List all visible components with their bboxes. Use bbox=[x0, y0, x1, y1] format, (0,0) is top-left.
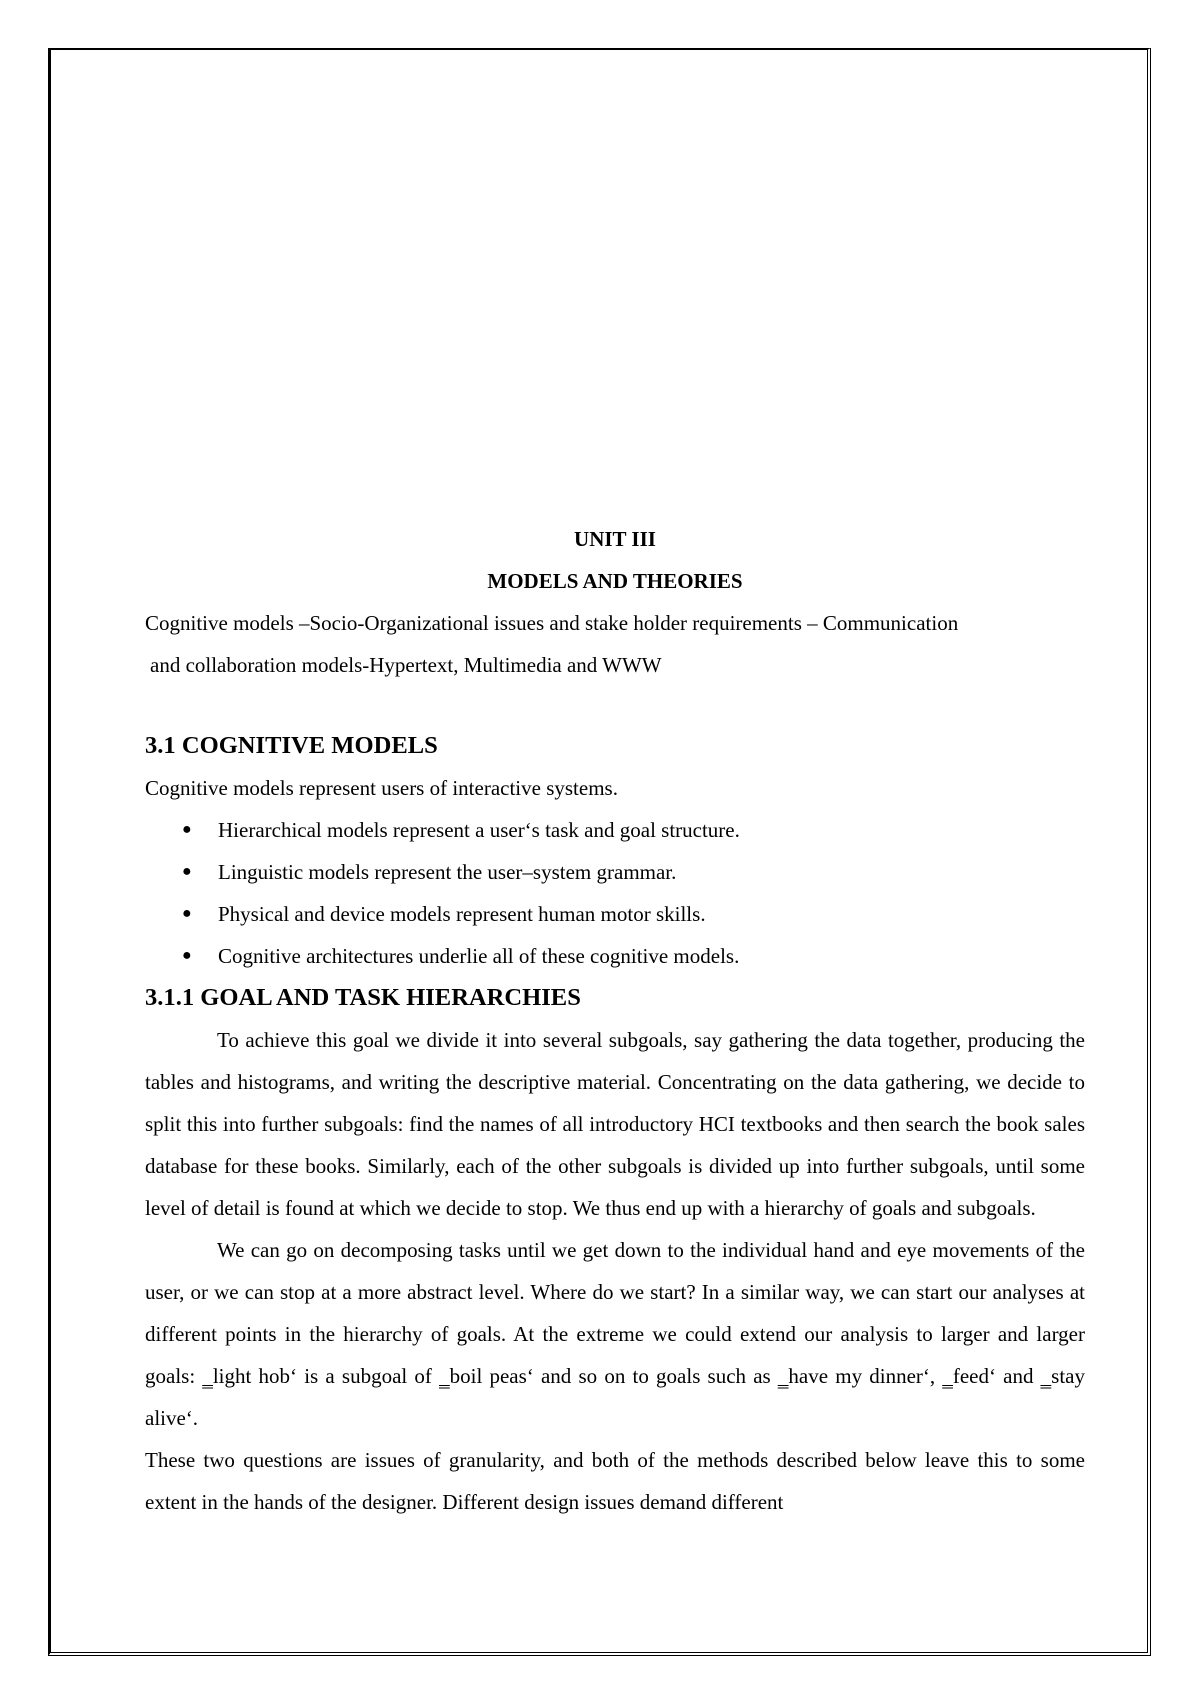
list-item bbox=[182, 935, 1085, 977]
subsection-heading: 3.1.1 GOAL AND TASK HIERARCHIES bbox=[145, 984, 581, 1011]
list-item bbox=[182, 809, 1085, 851]
bullet-icon: ● bbox=[182, 821, 192, 838]
bullet-icon: ● bbox=[182, 947, 192, 964]
unit-subtitle: MODELS AND THEORIES bbox=[487, 569, 743, 593]
list-item-text: Hierarchical models represent a user‘s task and goal structure. bbox=[218, 818, 740, 842]
section-intro: Cognitive models represent users of interactive systems. bbox=[145, 776, 618, 800]
section-heading: 3.1 COGNITIVE MODELS bbox=[145, 732, 438, 759]
paragraph: To achieve this goal we divide it into several subgoals, say gathering the data together, producing the tables and histograms, and writing the descriptive material. Concentrating on the data gathering, we decide to split this into further subgoals: find the names of all introductory HCI textbooks and then search the book sales database for these books. Similarly, each of the other subgoals is divided up into further subgoals, until some level of detail is found at which we decide to stop. We thus end up with a hierarchy of goals and subgoals. bbox=[145, 1028, 1085, 1220]
list-item bbox=[182, 851, 1085, 893]
unit-title: UNIT III bbox=[574, 527, 656, 551]
syllabus-line-2: and collaboration models-Hypertext, Multimedia and WWW bbox=[150, 653, 662, 677]
bullet-icon: ● bbox=[182, 863, 192, 880]
list-item bbox=[182, 893, 1085, 935]
list-item-text: Linguistic models represent the user–system grammar. bbox=[218, 860, 677, 884]
bullet-list bbox=[145, 809, 1085, 977]
spacer bbox=[145, 686, 1085, 725]
document-content bbox=[145, 518, 1085, 1523]
bullet-icon: ● bbox=[182, 905, 192, 922]
list-item-text: Cognitive architectures underlie all of these cognitive models. bbox=[218, 944, 740, 968]
paragraph: These two questions are issues of granularity, and both of the methods described below leave this to some extent in the hands of the designer. Different design issues demand different bbox=[145, 1448, 1085, 1514]
syllabus-line-1: Cognitive models –Socio-Organizational issues and stake holder requirements – Communication bbox=[145, 611, 959, 635]
list-item-text: Physical and device models represent human motor skills. bbox=[218, 902, 706, 926]
paragraph: We can go on decomposing tasks until we get down to the individual hand and eye movements of the user, or we can stop at a more abstract level. Where do we start? In a similar way, we can start our analyses at different points in the hierarchy of goals. At the extreme we could extend our analysis to larger and larger goals: ‗light hob‘ is a subgoal of ‗boil peas‘ and so on to goals such as ‗have my dinner‘, ‗feed‘ and ‗stay alive‘. bbox=[145, 1238, 1085, 1430]
